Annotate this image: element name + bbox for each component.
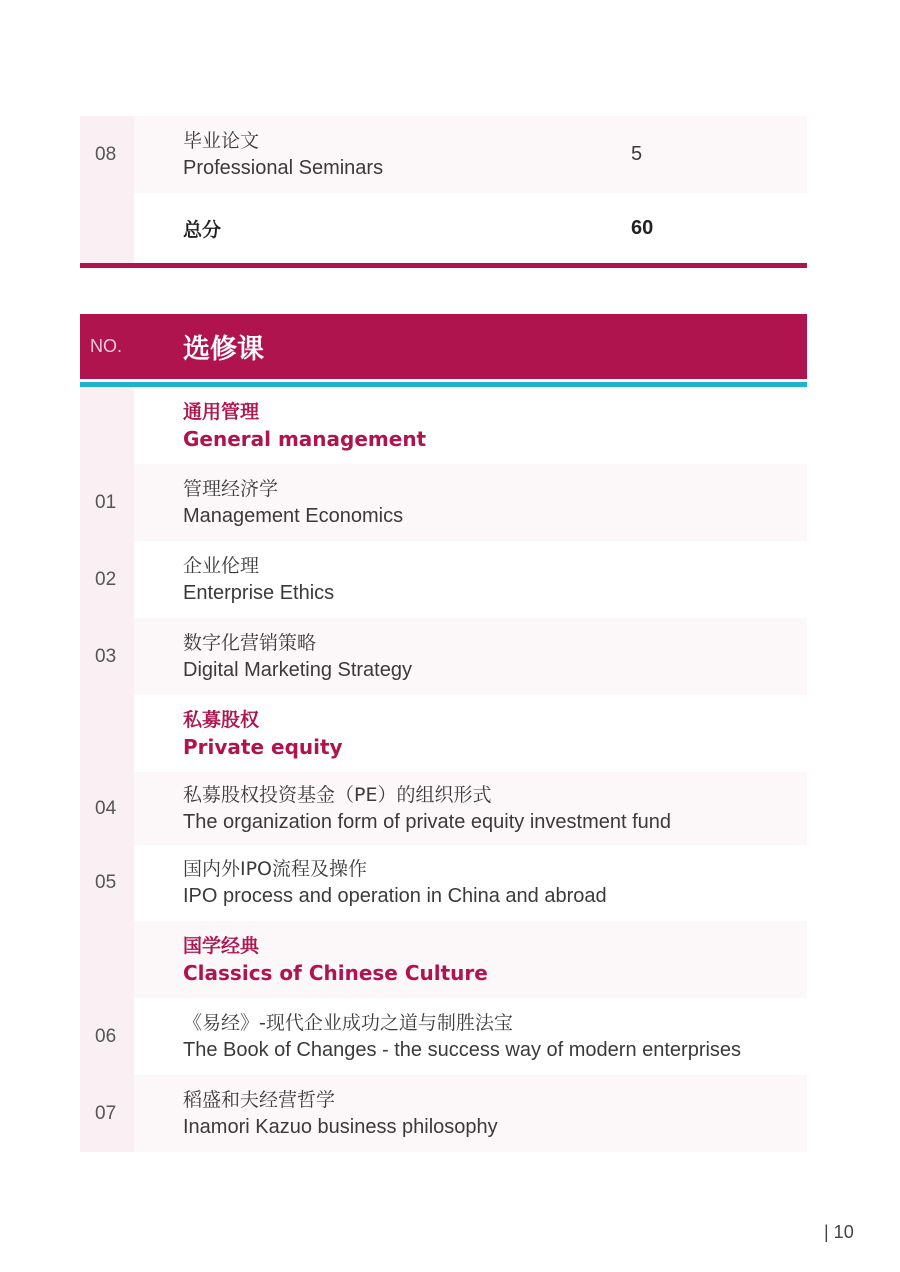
course-cell — [134, 845, 807, 921]
course-name-en: Inamori Kazuo business philosophy — [183, 1115, 498, 1138]
course-credits: 5 — [631, 143, 643, 165]
course-name-cn: 毕业论文 — [183, 129, 260, 152]
category-row — [80, 921, 807, 998]
course-row — [80, 845, 807, 921]
course-name-en: The Book of Changes - the success way of modern enterprises — [183, 1038, 742, 1061]
course-name-cn: 《易经》-现代企业成功之道与制胜法宝 — [183, 1011, 513, 1034]
course-name-cn: 私募股权投资基金（PE）的组织形式 — [183, 783, 492, 806]
course-number: 01 — [80, 464, 134, 541]
course-name-cn: 稻盛和夫经营哲学 — [183, 1088, 336, 1111]
course-number: 02 — [80, 541, 134, 618]
category-number-cell — [80, 387, 134, 464]
course-number: 08 — [80, 116, 134, 193]
category-name-cn: 私募股权 — [183, 708, 260, 731]
category-name-en: Private equity — [183, 734, 343, 759]
course-name-en: Enterprise Ethics — [183, 581, 335, 604]
course-name-en: Professional Seminars — [183, 156, 384, 179]
course-cell — [134, 116, 807, 193]
course-name-cn: 管理经济学 — [183, 477, 279, 500]
course-name-en: Management Economics — [183, 504, 404, 527]
course-number: 06 — [80, 998, 134, 1075]
category-name-cn: 国学经典 — [183, 934, 260, 957]
category-name-en: Classics of Chinese Culture — [183, 960, 488, 985]
header-no-label: NO. — [90, 336, 123, 356]
category-cell — [134, 695, 807, 772]
category-number-cell — [80, 921, 134, 998]
course-row — [80, 1075, 807, 1152]
page-number: | 10 — [824, 1222, 854, 1242]
course-cell — [134, 618, 807, 695]
course-name-en: Digital Marketing Strategy — [183, 658, 412, 681]
course-row — [80, 541, 807, 618]
total-credits: 60 — [631, 216, 654, 239]
course-name-cn: 国内外IPO流程及操作 — [183, 858, 368, 880]
course-number: 03 — [80, 618, 134, 695]
total-row — [80, 193, 807, 263]
course-cell — [134, 1075, 807, 1152]
category-row — [80, 387, 807, 464]
table-bottom-rule — [80, 263, 807, 268]
course-row — [80, 464, 807, 541]
electives-header — [80, 314, 807, 379]
total-cell — [134, 193, 807, 263]
course-name-en: IPO process and operation in China and abroad — [183, 885, 607, 907]
course-row — [80, 618, 807, 695]
course-number: 05 — [80, 845, 134, 921]
course-row — [80, 998, 807, 1075]
course-cell — [134, 772, 807, 845]
category-name-en: General management — [183, 426, 427, 451]
course-cell — [134, 541, 807, 618]
course-row — [80, 772, 807, 845]
category-row — [80, 695, 807, 772]
course-cell — [134, 998, 807, 1075]
electives-title: 选修课 — [183, 334, 264, 365]
course-row — [80, 116, 807, 193]
course-name-cn: 企业伦理 — [183, 554, 260, 577]
course-name-en: The organization form of private equity investment fund — [183, 810, 672, 833]
course-name-cn: 数字化营销策略 — [183, 631, 317, 654]
category-number-cell — [80, 695, 134, 772]
total-label: 总分 — [183, 218, 222, 241]
course-number: 07 — [80, 1075, 134, 1152]
category-cell — [134, 387, 807, 464]
category-name-cn: 通用管理 — [183, 400, 260, 423]
category-cell — [134, 921, 807, 998]
total-number-cell — [80, 193, 134, 263]
course-cell — [134, 464, 807, 541]
course-number: 04 — [80, 772, 134, 845]
